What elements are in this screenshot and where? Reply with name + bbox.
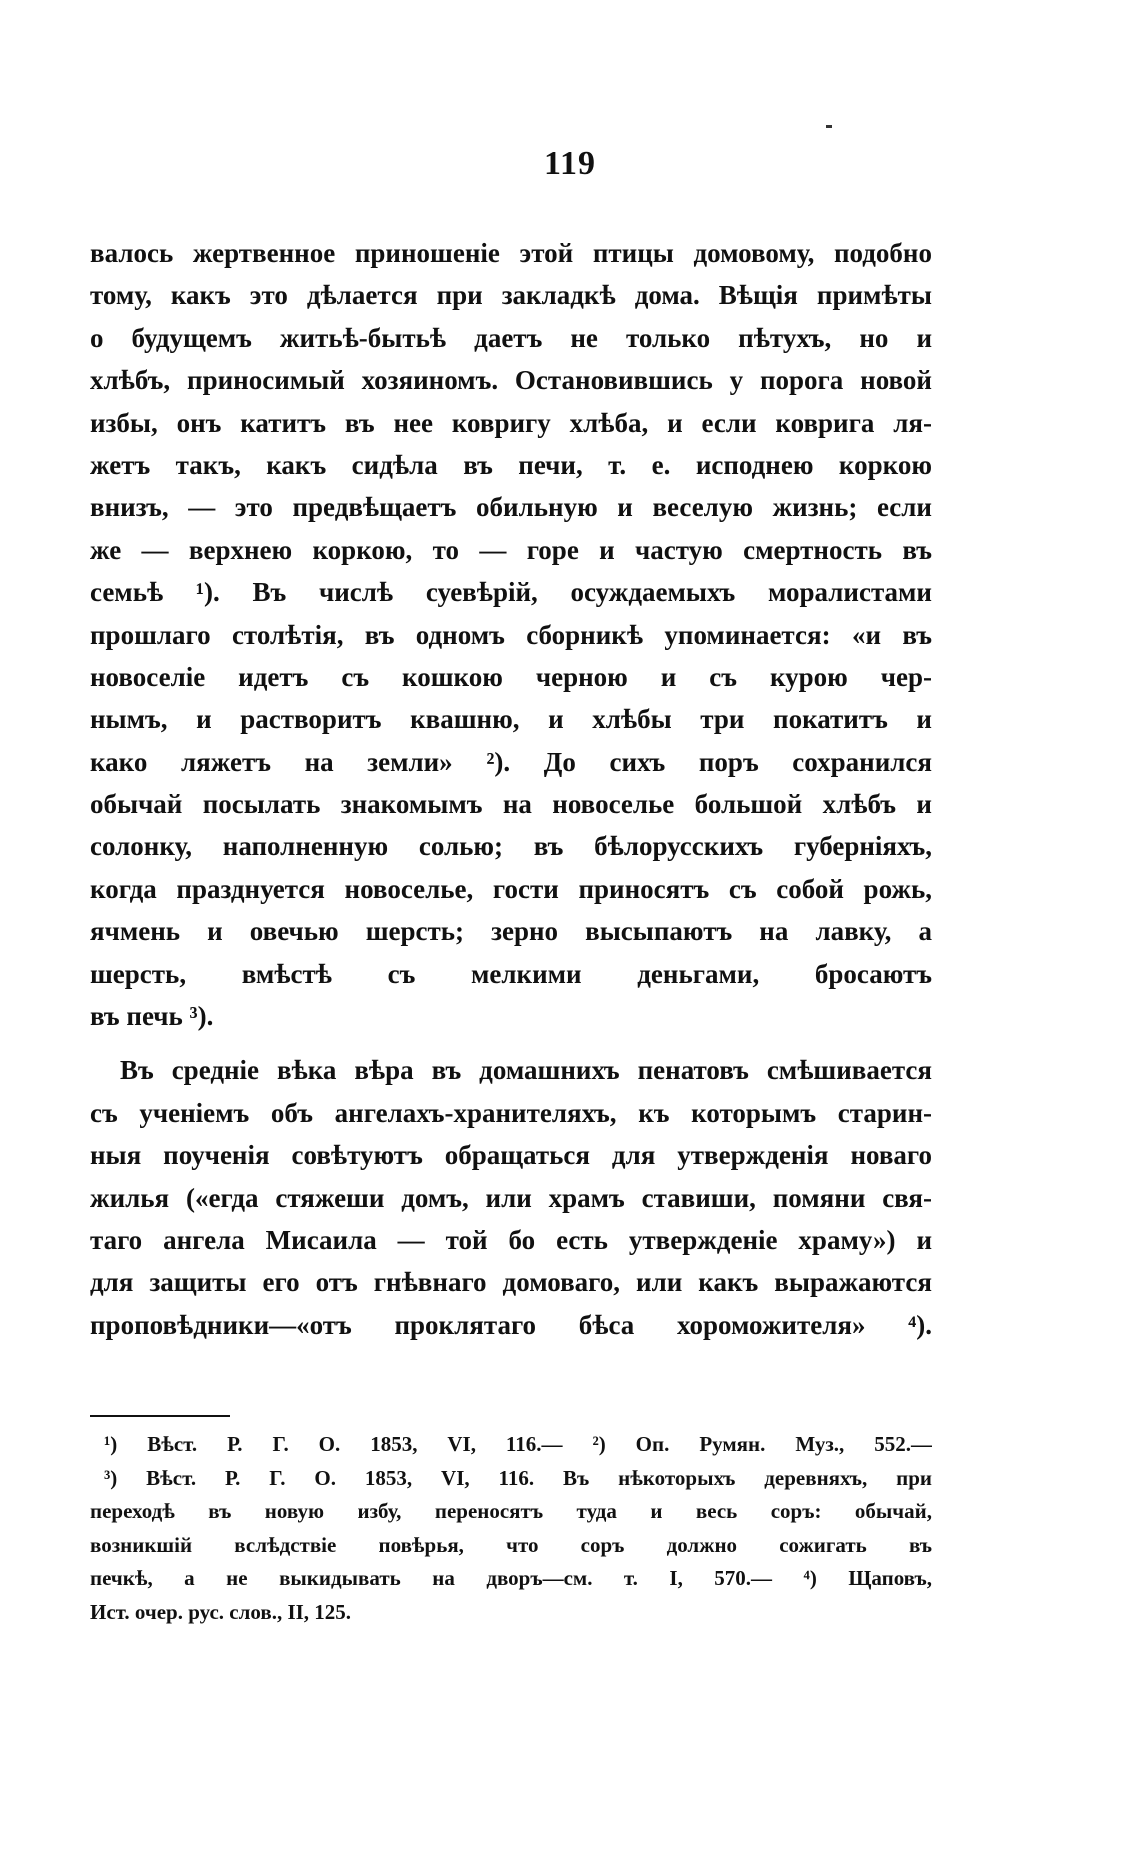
text-line: новоселіе идетъ съ кошкою черною и съ курою чер- <box>90 661 932 692</box>
text-line: таго ангела Мисаила — той бо есть утвержденіе храму») и <box>90 1224 932 1255</box>
text-line: нымъ, и растворитъ квашню, и хлѣбы три покатитъ и <box>90 704 932 735</box>
text-line: шерсть, вмѣстѣ съ мелкими деньгами, бросаютъ <box>90 958 932 989</box>
text-line: ныя поученія совѣтуютъ обращаться для утвержденія новаго <box>90 1140 932 1171</box>
text-line: солонку, наполненную солью; въ бѣлорусскихъ губерніяхъ, <box>90 831 932 862</box>
text-line: како ляжетъ на земли» ²). До сихъ поръ сохранился <box>90 746 932 777</box>
paragraph-2 <box>90 1049 932 1346</box>
page-number: 119 <box>543 145 597 182</box>
text-line: для защиты его отъ гнѣвнаго домоваго, или какъ выражаются <box>90 1267 932 1298</box>
text-line: жетъ такъ, какъ сидѣла въ печи, т. е. исподнею коркою <box>90 449 932 480</box>
text-line: валось жертвенное приношеніе этой птицы домовому, подобно <box>90 238 932 268</box>
text-line: ячмень и овечью шерсть; зерно высыпаютъ на лавку, а <box>90 916 932 947</box>
footnote-line: переходѣ въ новую избу, переносятъ туда и весь соръ: обычай, <box>90 1499 932 1523</box>
text-line: внизъ, — это предвѣщаетъ обильную и веселую жизнь; если <box>90 492 932 523</box>
text-line: хлѣбъ, приносимый хозяиномъ. Остановившись у порога новой <box>90 365 932 396</box>
text-line: тому, какъ это дѣлается при закладкѣ дома. Вѣщія примѣты <box>90 280 932 311</box>
scan-speck <box>826 125 832 128</box>
footnote-line: возникшій вслѣдствіе повѣрья, что соръ должно сожигать въ <box>90 1532 932 1557</box>
text-line: въ печь ³). <box>90 1001 214 1032</box>
text-line: прошлаго столѣтія, въ одномъ сборникѣ упоминается: «и въ <box>90 619 932 650</box>
text-line: когда празднуется новоселье, гости приносятъ съ собой рожь, <box>90 873 932 904</box>
text-line: же — верхнею коркою, то — горе и частую смертность въ <box>90 534 932 565</box>
text-line: избы, онъ катитъ въ нее ковригу хлѣба, и если коврига ля- <box>90 407 932 438</box>
text-line: съ ученіемъ объ ангелахъ-хранителяхъ, къ которымъ старин- <box>90 1097 932 1128</box>
footnote-line: Ист. очер. рус. слов., II, 125. <box>90 1599 352 1624</box>
paragraph-1 <box>90 232 932 1037</box>
text-line: обычай посылать знакомымъ на новоселье большой хлѣбъ и <box>90 789 932 820</box>
footnote-divider <box>90 1415 230 1417</box>
footnote-line: ³) Вѣст. Р. Г. О. 1853, VI, 116. Въ нѣкоторыхъ деревняхъ, при <box>104 1465 932 1490</box>
text-line: проповѣдники—«отъ проклятаго бѣса хороможителя» ⁴). <box>90 1309 932 1340</box>
footnote-line: печкѣ, а не выкидывать на дворъ—см. т. I, 570.— ⁴) Щаповъ, <box>90 1566 932 1590</box>
text-line: Въ средніе вѣка вѣра въ домашнихъ пенатовъ смѣшивается <box>120 1055 932 1086</box>
text-line: о будущемъ житьѣ-бытьѣ даетъ не только пѣтухъ, но и <box>90 322 932 353</box>
main-text <box>90 232 932 1346</box>
text-line: жилья («егда стяжеши домъ, или храмъ ставиши, помяни свя- <box>90 1182 932 1213</box>
text-line: семьѣ ¹). Въ числѣ суевѣрій, осуждаемыхъ моралистами <box>90 577 932 608</box>
footnotes <box>90 1428 932 1629</box>
footnote-line: ¹) Вѣст. Р. Г. О. 1853, VI, 116.— ²) Оп. Румян. Муз., 552.— <box>104 1432 932 1456</box>
